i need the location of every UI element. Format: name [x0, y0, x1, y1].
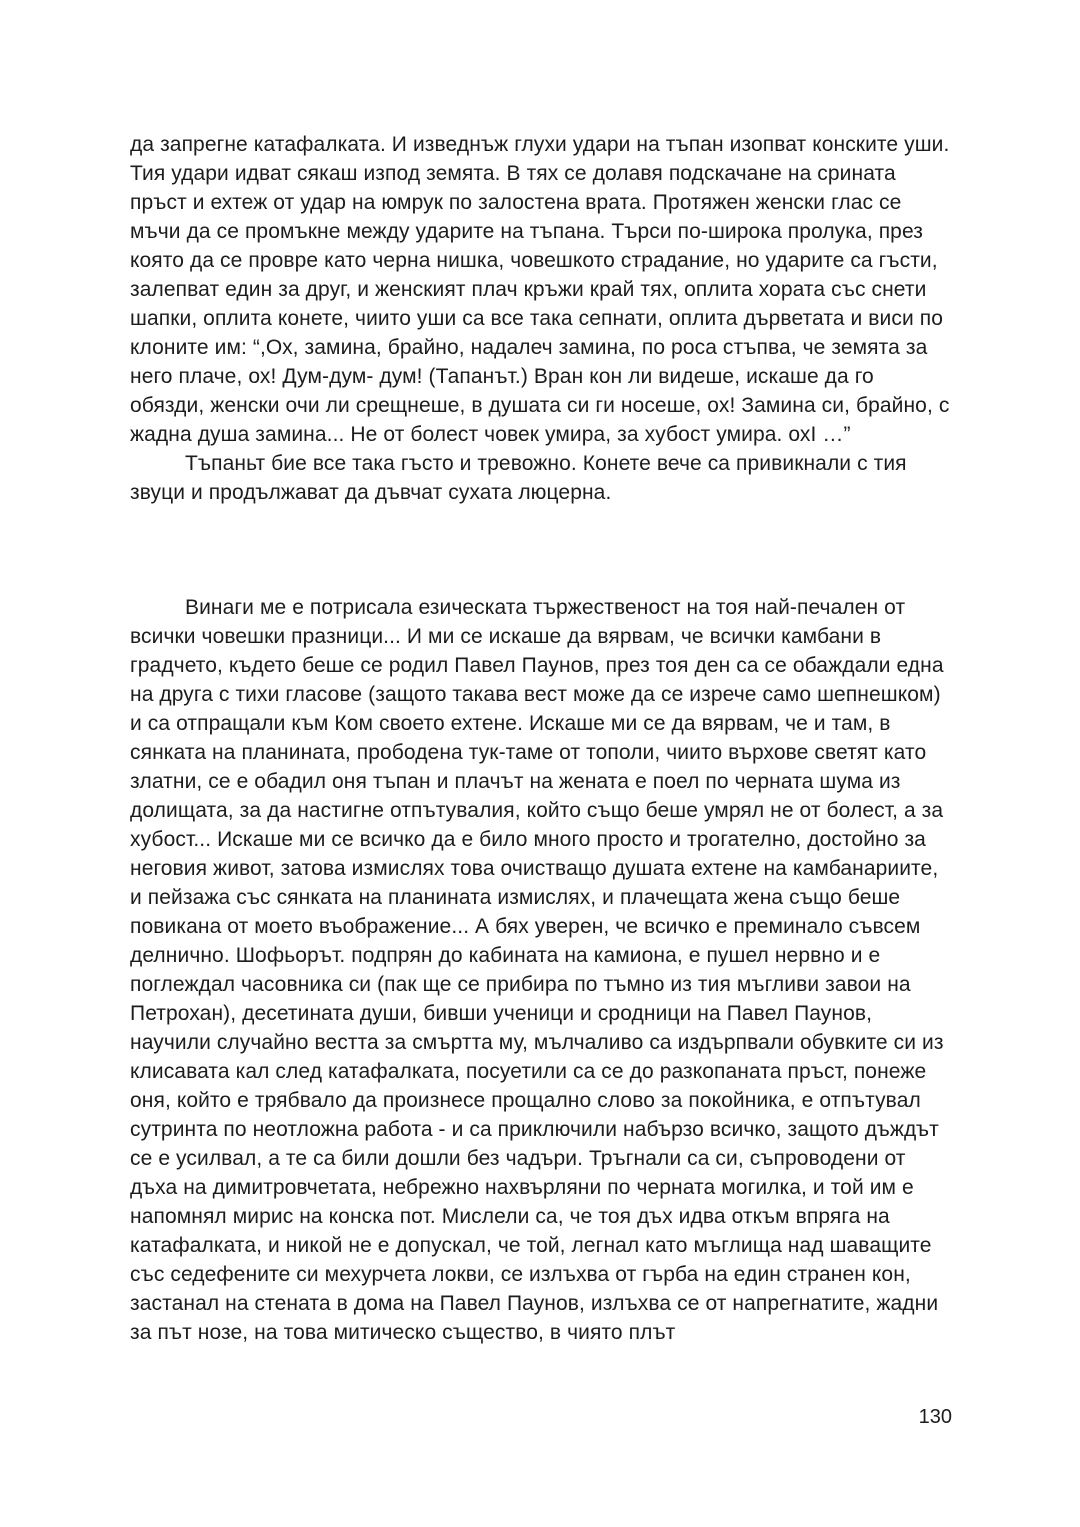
paragraph: Тъпаньт бие все така гъсто и тревожно. Конете вече са привикнали с тия звуци и продължават да дъвчат сухата люцерна.: [130, 452, 907, 504]
paragraph-continuation: да запрегне катафалката. И изведнъж глухи удари на тъпан изопват конските уши. Тия удари идват сякаш изпод земята. В тях се долавя подскачане на срината пръст и ехтеж от удар на юмрук по залостена врата. Протяжен женски глас се мъчи да се промъкне между ударите на тъпана. Търси по-широка пролука, през която да се провре като черна нишка, човешкото страдание, но ударите са гъсти, залепват един за друг, и женският плач кръжи край тях, оплита хората със снети шапки, оплита конете, чиито уши са все така сепнати, оплита дърветата и виси по клоните им: “,Ох, замина, брайно, надалеч замина, по роса стъпва, че земята за него плаче, ох! Дум-дум- дум! (Тапанът.) Вран кон ли видеше, искаше да го обязди, женски очи ли срещнеше, в душата си ги носеше, ох! Замина си, брайно, с жадна душа замина... Не от болест човек умира, за хубост умира. охI …”: [130, 133, 950, 446]
paragraph: Винаги ме е потрисала езическата тържественост на тоя най-печален от всички човешки празници... И ми се искаше да вярвам, че всички камбани в градчето, където беше се родил Павел Паунов, през тоя ден са се обаждали една на друга с тихи гласове (защото такава вест може да се изрече само шепнешком) и са отпращали към Ком своето ехтене. Искаше ми се да вярвам, че и там, в сянката на планината, прободена тук-таме от тополи, чиито върхове светят като златни, се е обадил оня тъпан и плачът на жената е поел по черната шума из долищата, за да настигне отпътувалия, който също беше умрял не от болест, а за хубост... Искаше ми се всичко да е било много просто и трогателно, достойно за неговия живот, затова измислях това очистващо душата ехтене на камбанариите, и пейзажа със сянката на планината измислях, и плачещата жена също беше повикана от моето въображение... А бях уверен, че всичко е преминало съвсем делнично. Шофьорът. подпрян до кабината на камиона, е пушел нервно и е поглеждал часовника си (пак ще се прибира по тъмно из тия мъгливи завои на Петрохан), десетината души, бивши ученици и сродници на Павел Паунов, научили случайно вестта за смъртта му, мълчаливо са издърпвали обувките си из клисавата кал след катафалката, посуетили са се до разкопаната пръст, понеже оня, който е трябвало да произнесе прощално слово за покойника, е отпътувал сутринта по неотложна работа - и са приключили набързо всичко, защото дъждът се е усилвал, а те са били дошли без чадъри. Тръгнали са си, съпроводени от дъха на димитровчетата, небрежно нахвърляни по черната могилка, и той им е напомнял мирис на конска пот. Мислели са, че тоя дъх идва откъм впряга на катафалката, и никой не е допускал, че той, легнал като мъглища над шаващите със седефените си мехурчета локви, се излъхва от гърба на един странен кон, застанал на стената в дома на Павел Паунов, излъхва се от напрегнатите, жадни за път нозе, на това митическо същество, в чиято плът: [130, 596, 944, 1344]
page-number: 130: [918, 1406, 952, 1428]
text-block: [130, 130, 954, 1347]
